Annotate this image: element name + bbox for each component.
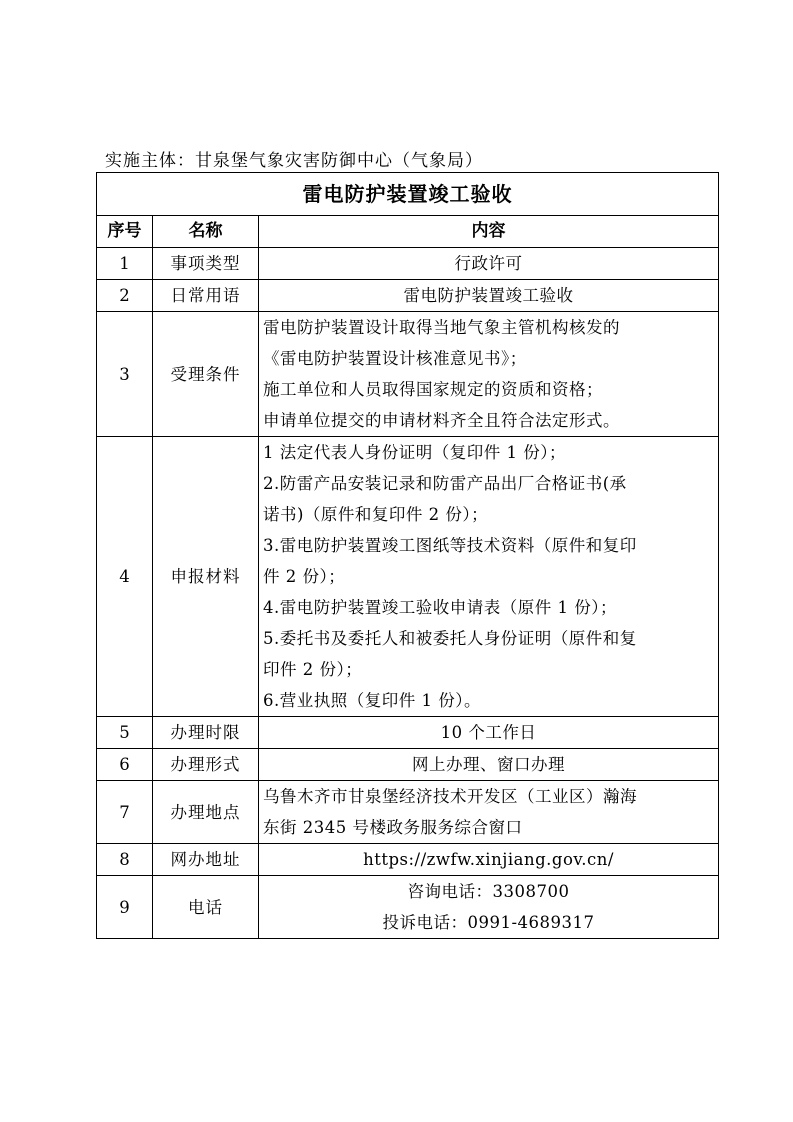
complaint-phone: 投诉电话：0991-4689317: [382, 913, 595, 932]
service-table: [96, 172, 719, 939]
table-row: [97, 876, 719, 939]
row-name: 办理形式: [153, 749, 259, 781]
row-no: 7: [97, 781, 153, 844]
row-content: 网上办理、窗口办理: [259, 749, 719, 781]
table-row: [97, 437, 719, 717]
table-row: [97, 248, 719, 280]
row-content: 雷电防护装置设计取得当地气象主管机构核发的 《雷电防护装置设计核准意见书》； 施工单位和人员取得国家规定的资质和资格； 申请单位提交的申请材料齐全且符合法定形式。: [259, 312, 719, 437]
row-name: 受理条件: [153, 312, 259, 437]
row-content: 1 法定代表人身份证明（复印件 1 份）； 2.防雷产品安装记录和防雷产品出厂合格证书(承 诺书)（原件和复印件 2 份）； 3.雷电防护装置竣工图纸等技术资料（原件和复印 件 2 份）； 4.雷电防护装置竣工验收申请表（原件 1 份）； 5.委托书及委托人和被委托人身份证明（原件和复 印件 2 份）； 6.营业执照（复印件 1 份）。: [259, 437, 719, 717]
row-no: 5: [97, 717, 153, 749]
row-no: 2: [97, 280, 153, 312]
implementing-body: 实施主体：甘泉堡气象灾害防御中心（气象局）: [105, 151, 483, 171]
table-row: [97, 312, 719, 437]
row-name: 办理时限: [153, 717, 259, 749]
table-title: 雷电防护装置竣工验收: [97, 173, 719, 216]
table-row: [97, 749, 719, 781]
row-no: 1: [97, 248, 153, 280]
header-name: 名称: [153, 216, 259, 248]
row-content: [259, 844, 719, 876]
row-name: 申报材料: [153, 437, 259, 717]
row-no: 8: [97, 844, 153, 876]
row-content: 乌鲁木齐市甘泉堡经济技术开发区（工业区）瀚海 东街 2345 号楼政务服务综合窗口: [259, 781, 719, 844]
table-title-row: [97, 173, 719, 216]
row-content: 雷电防护装置竣工验收: [259, 280, 719, 312]
table-row: [97, 280, 719, 312]
header-content: 内容: [259, 216, 719, 248]
online-address-link[interactable]: https://zwfw.xinjiang.gov.cn/: [363, 850, 614, 869]
row-name: 日常用语: [153, 280, 259, 312]
table-row: [97, 844, 719, 876]
header-no: 序号: [97, 216, 153, 248]
row-name: 办理地点: [153, 781, 259, 844]
consult-phone: 咨询电话：3308700: [407, 882, 570, 901]
row-name: 事项类型: [153, 248, 259, 280]
row-no: 3: [97, 312, 153, 437]
row-content: 行政许可: [259, 248, 719, 280]
row-content: [259, 876, 719, 939]
row-no: 4: [97, 437, 153, 717]
row-no: 6: [97, 749, 153, 781]
row-name: 电话: [153, 876, 259, 939]
row-name: 网办地址: [153, 844, 259, 876]
row-content: 10 个工作日: [259, 717, 719, 749]
table-row: [97, 781, 719, 844]
table-header-row: [97, 216, 719, 248]
table-row: [97, 717, 719, 749]
row-no: 9: [97, 876, 153, 939]
